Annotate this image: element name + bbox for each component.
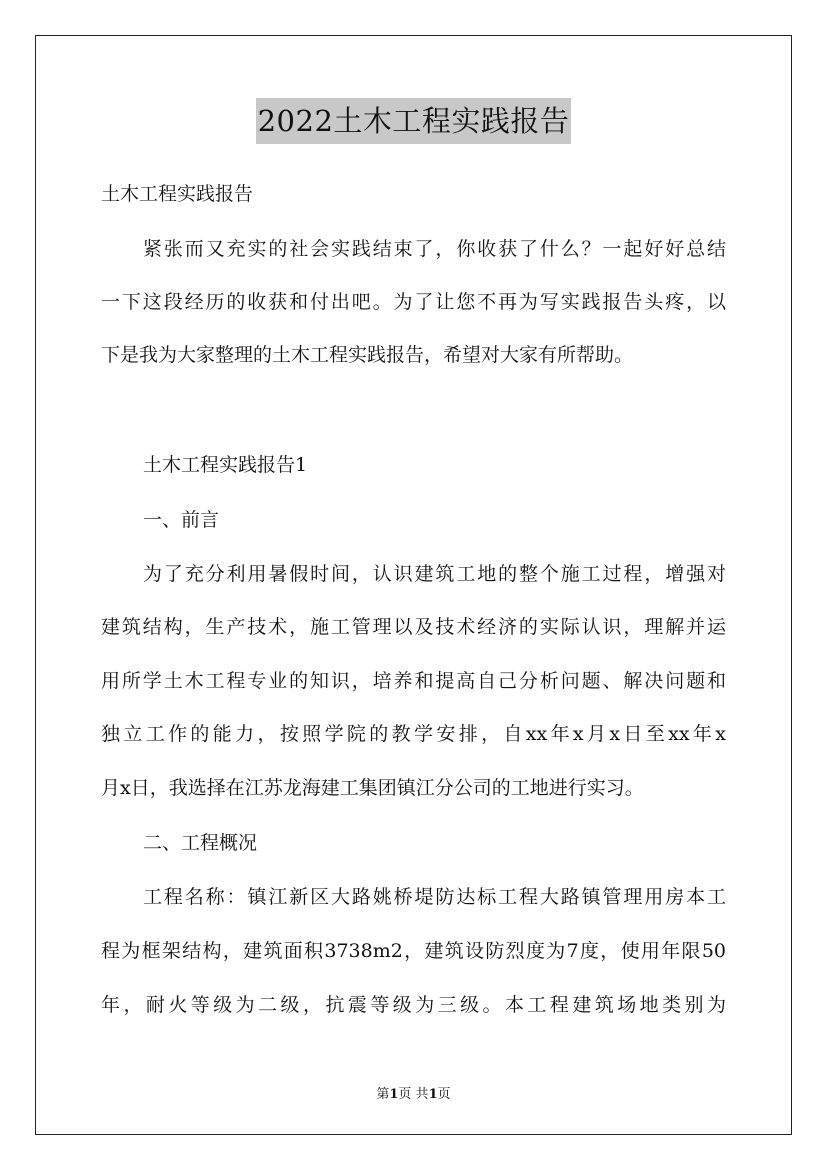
footer-page-end: 页 bbox=[437, 1087, 451, 1102]
page-footer bbox=[0, 1083, 827, 1102]
footer-page-suffix: 页 共 bbox=[398, 1087, 429, 1102]
heading-preface: 一、前言 bbox=[143, 509, 220, 531]
heading-overview: 二、工程概况 bbox=[143, 832, 258, 854]
footer-page-total: 1 bbox=[428, 1087, 438, 1102]
preface-line-3: 用所学土木工程专业的知识，培养和提高自己分析问题、解决问题和 bbox=[101, 670, 726, 692]
intro-line-1: 紧张而又充实的社会实践结束了，你收获了什么？一起好好总结 bbox=[143, 238, 726, 260]
intro-line-2: 一下这段经历的收获和付出吧。为了让您不再为写实践报告头疼，以 bbox=[101, 291, 726, 313]
preface-line-4: 独立工作的能力，按照学院的教学安排，自xx年x月x日至xx年x bbox=[101, 723, 726, 745]
footer-page-prefix: 第 bbox=[376, 1087, 390, 1102]
preface-line-5: 月x日，我选择在江苏龙海建工集团镇江分公司的工地进行实习。 bbox=[101, 777, 644, 799]
document-title: 2022土木工程实践报告 bbox=[256, 98, 572, 144]
overview-line-2: 程为框架结构，建筑面积3738m2，建筑设防烈度为7度，使用年限50 bbox=[101, 940, 726, 962]
intro-line-3: 下是我为大家整理的土木工程实践报告，希望对大家有所帮助。 bbox=[101, 344, 634, 366]
footer-page-current: 1 bbox=[389, 1087, 399, 1102]
preface-line-2: 建筑结构，生产技术，施工管理以及技术经济的实际认识，理解并运 bbox=[101, 616, 726, 638]
title-container bbox=[0, 98, 827, 144]
overview-line-3: 年，耐火等级为二级，抗震等级为三级。本工程建筑场地类别为 bbox=[101, 994, 726, 1016]
overview-line-1: 工程名称：镇江新区大路姚桥堤防达标工程大路镇管理用房本工 bbox=[143, 886, 726, 908]
section-title: 土木工程实践报告1 bbox=[143, 454, 308, 476]
preface-line-1: 为了充分利用暑假时间，认识建筑工地的整个施工过程，增强对 bbox=[143, 563, 726, 585]
document-subtitle: 土木工程实践报告 bbox=[101, 183, 254, 205]
